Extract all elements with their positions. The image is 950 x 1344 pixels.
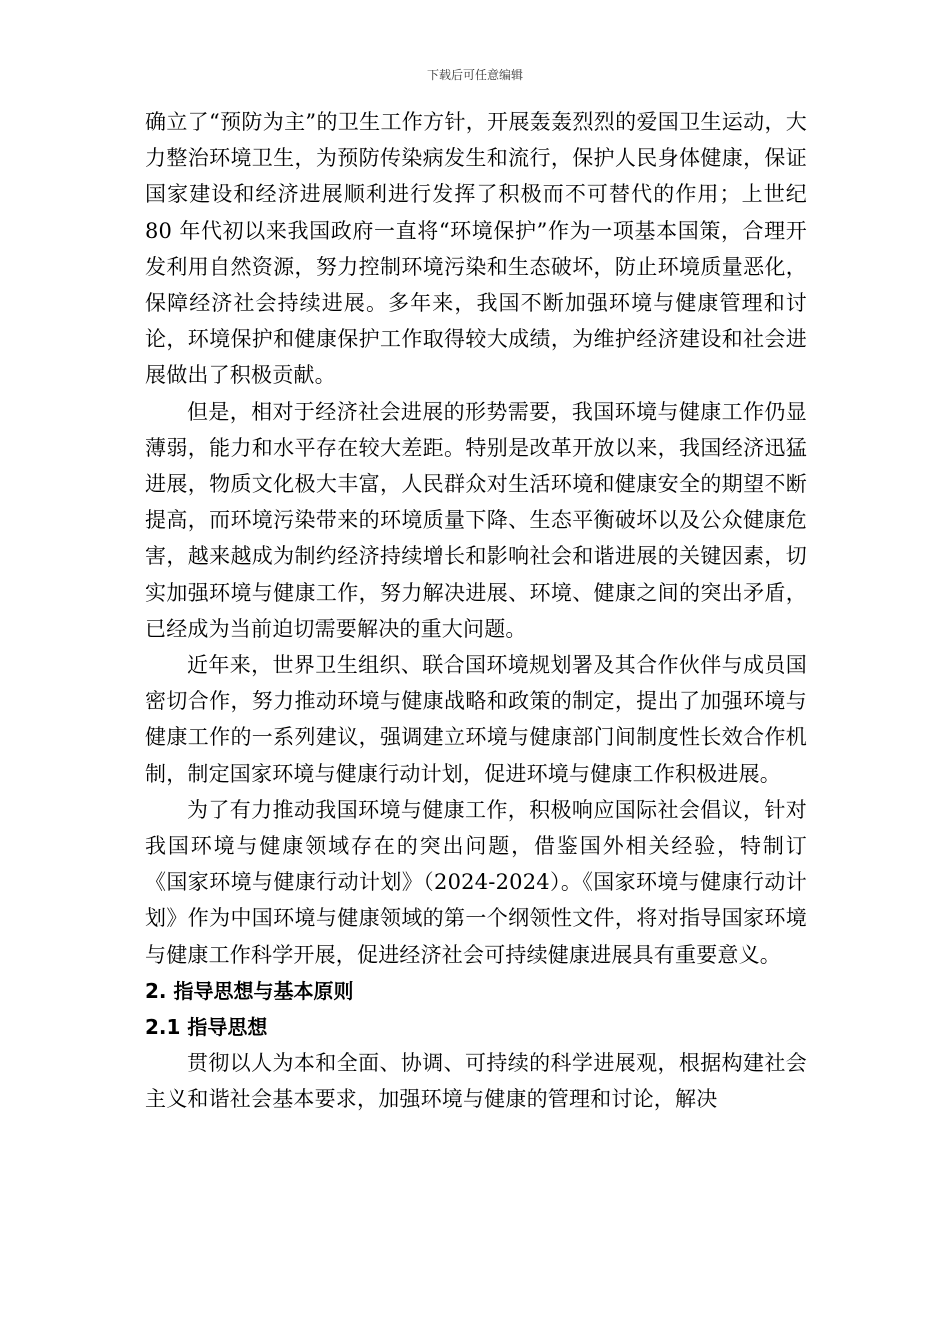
section-2-1-heading: 2.1 指导思想 — [145, 1015, 268, 1040]
section-2-heading: 2. 指导思想与基本原则 — [145, 978, 354, 1003]
paragraph-1: 确立了“预防为主”的卫生工作方针，开展轰轰烈烈的爱国卫生运动，大力整治环境卫生，为预防传染病发生和流行，保护人民身体健康，保证国家建设和经济进展顺利进行发挥了积极而不可替代的作用；上世纪80 年代初以来我国政府一直将“环境保护”作为一项基本国策，合理开发利用自然资源，努力控制环境污染和生态破坏，防止环境质量恶化，保障经济社会持续进展。多年来，我国不断加强环境与健康管理和讨论，环境保护和健康保护工作取得较大成绩，为维护经济建设和社会进展做出了积极贡献。 — [145, 110, 807, 388]
paragraph-3: 近年来，世界卫生组织、联合国环境规划署及其合作伙伴与成员国密切合作，努力推动环境与健康战略和政策的制定，提出了加强环境与健康工作的一系列建议，强调建立环境与健康部门间制度性长效合作机制，制定国家环境与健康行动计划，促进环境与健康工作积极进展。 — [145, 653, 807, 786]
section-2-1-paragraph: 贯彻以人为本和全面、协调、可持续的科学进展观，根据构建社会主义和谐社会基本要求，加强环境与健康的管理和讨论，解决 — [145, 1051, 807, 1112]
document-body — [145, 104, 807, 1118]
page-header: 下载后可任意编辑 — [426, 68, 523, 82]
paragraph-2: 但是，相对于经济社会进展的形势需要，我国环境与健康工作仍显薄弱，能力和水平存在较大差距。特别是改革开放以来，我国经济迅猛进展，物质文化极大丰富，人民群众对生活环境和健康安全的期望不断提高，而环境污染带来的环境质量下降、生态平衡破坏以及公众健康危害，越来越成为制约经济持续增长和影响社会和谐进展的关键因素，切实加强环境与健康工作，努力解决进展、环境、健康之间的突出矛盾，已经成为当前迫切需要解决的重大问题。 — [145, 399, 807, 641]
paragraph-4: 为了有力推动我国环境与健康工作，积极响应国际社会倡议，针对我国环境与健康领域存在的突出问题，借鉴国外相关经验，特制订 《国家环境与健康行动计划》（2024-2024）。《国家环境与健康行动计划》作为中国环境与健康领域的第一个纲领性文件，将对指导国家环境与健康工作科学开展，促进经济社会可持续健康进展具有重要意义。 — [145, 797, 807, 967]
